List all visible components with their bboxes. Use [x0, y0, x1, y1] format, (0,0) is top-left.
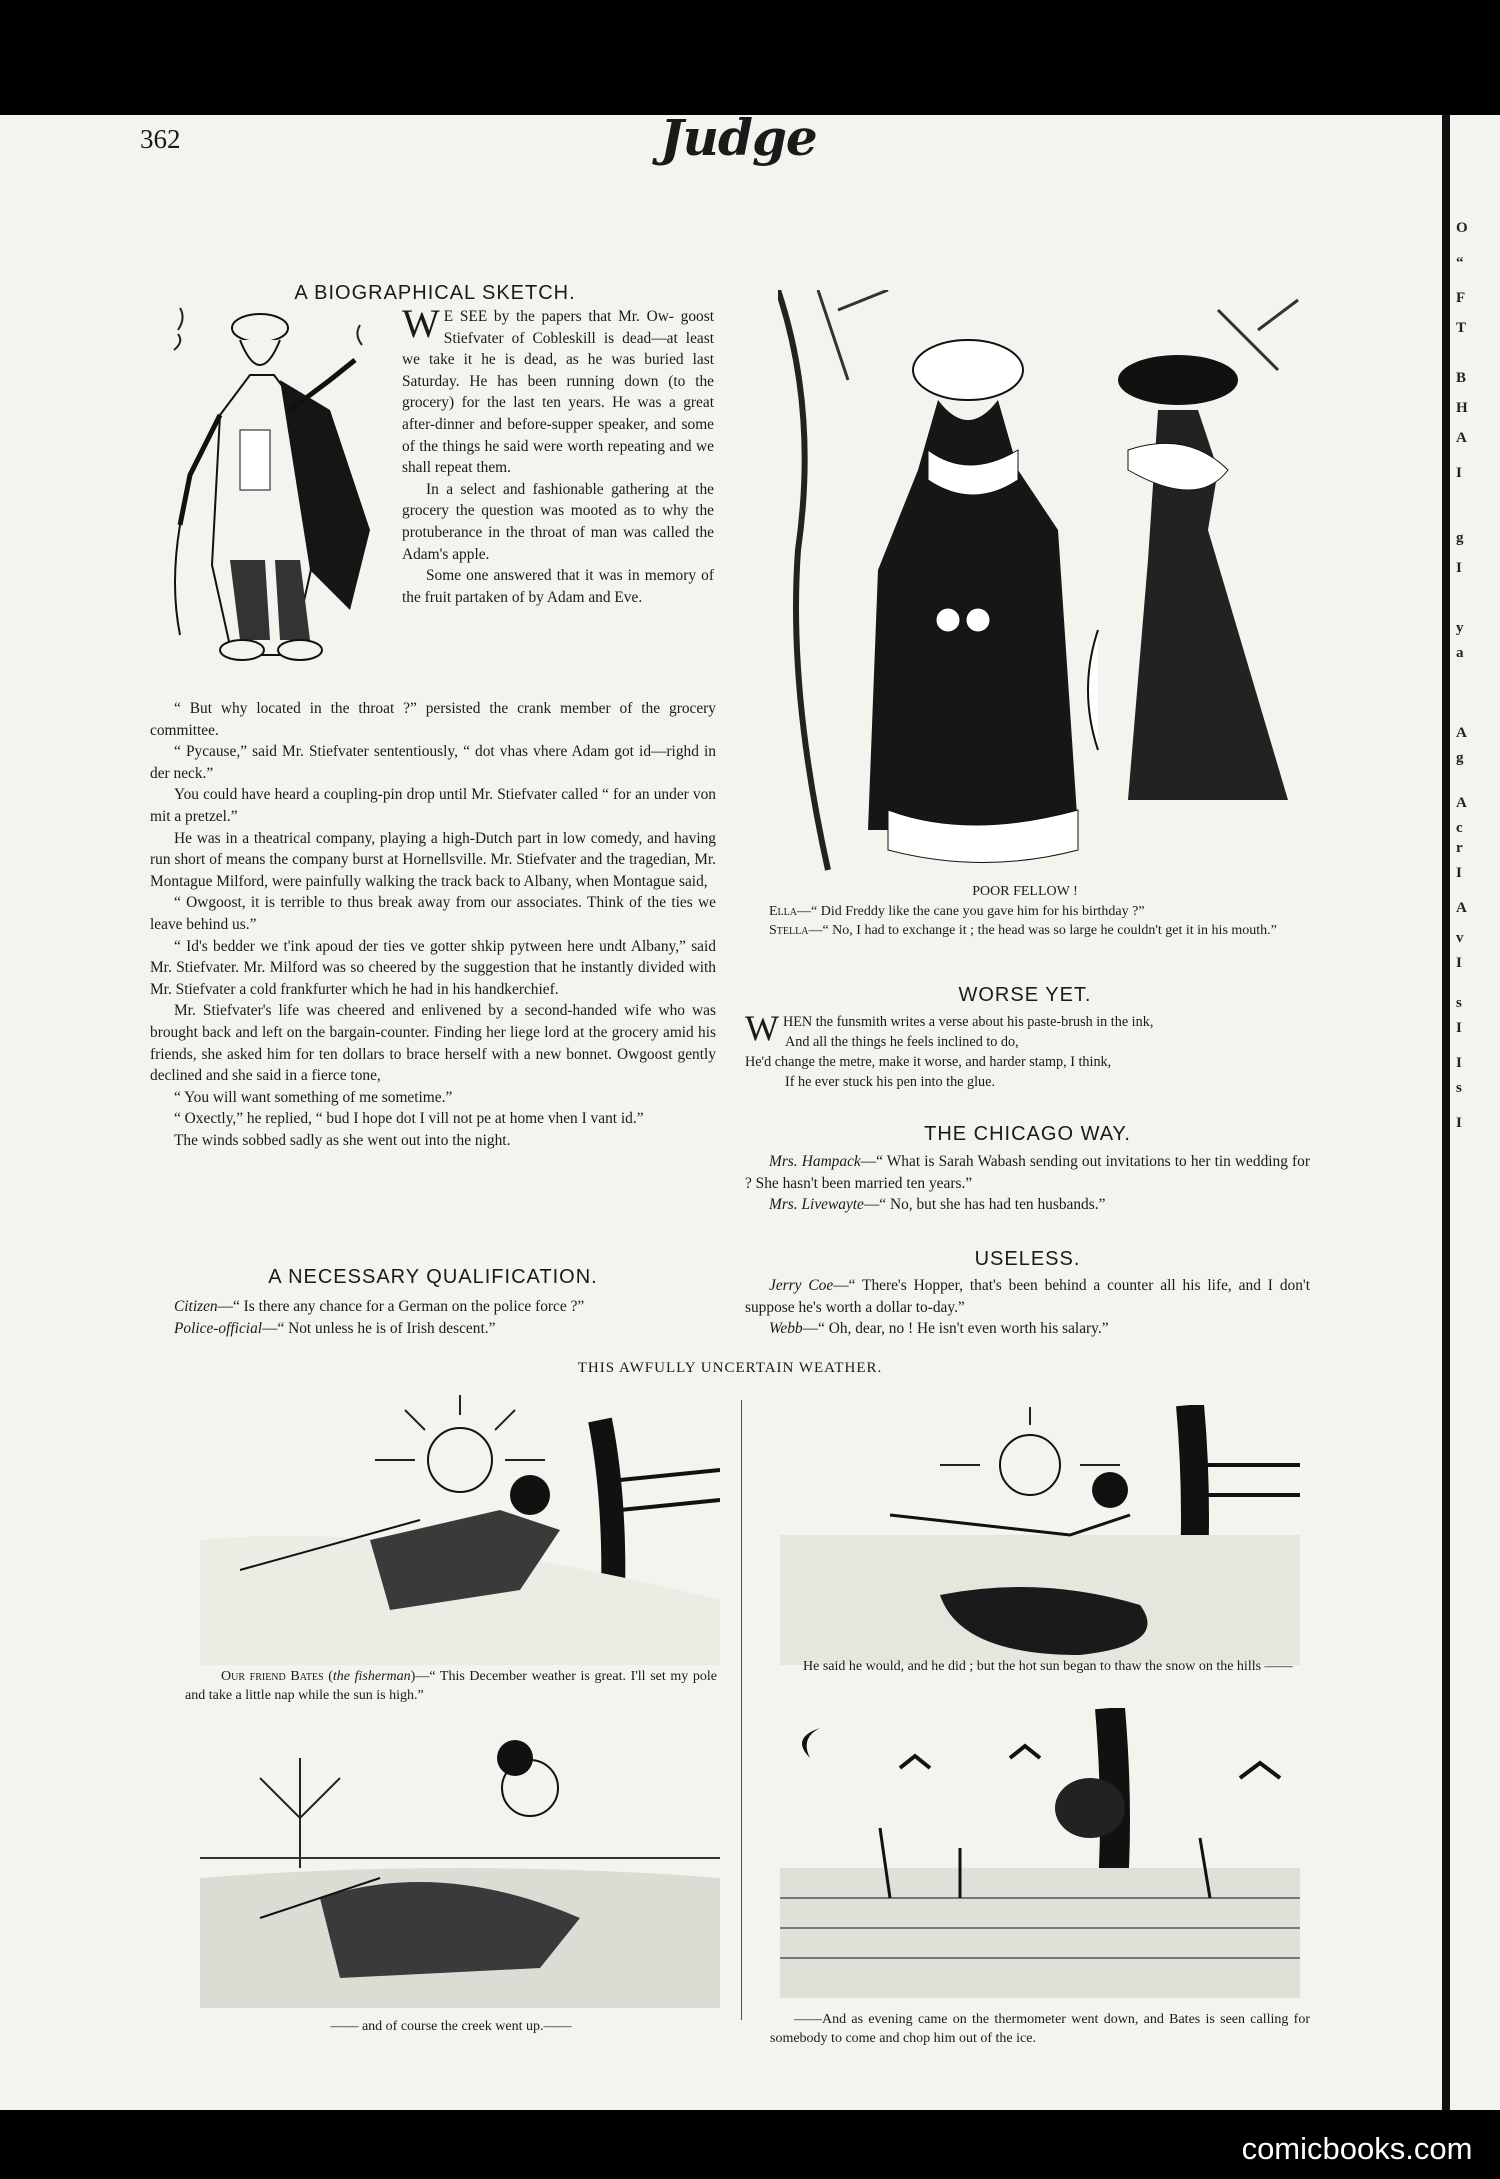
adjacent-page-letters [1490, 210, 1500, 1110]
worse-yet-drop-cap: W [745, 1008, 779, 1048]
chicago-speaker-2: Mrs. Livewayte [769, 1196, 864, 1214]
edge-letter: A [1456, 900, 1467, 916]
masthead-judge: Judge [660, 108, 817, 167]
poor-fellow-illustration [778, 290, 1300, 872]
bio-p3: Some one answered that it was in memory of the fruit partaken of by Adam and Eve. [402, 567, 714, 606]
edge-letter: F [1456, 290, 1466, 306]
bio-title: A BIOGRAPHICAL SKETCH. [294, 282, 576, 304]
edge-letter: T [1456, 320, 1467, 336]
edge-letter: s [1456, 995, 1462, 1011]
worse-yet-line-2: And all the things he feels inclined to do, [785, 1034, 1019, 1050]
page-number: 362 [140, 124, 181, 154]
edge-letter: a [1456, 645, 1464, 661]
poor-fellow-title: POOR FELLOW ! [972, 884, 1078, 899]
bio-p12: “ Oxectly,” he replied, “ bud I hope dot I vill not pe at home vhen I vant id.” [174, 1110, 644, 1128]
edge-letter: I [1456, 560, 1462, 576]
site-watermark: comicbooks.com [1214, 2119, 1500, 2179]
qualification-title: A NECESSARY QUALIFICATION. [268, 1266, 598, 1288]
bio-p4: “ But why located in the throat ?” persisted the crank member of the grocery committee. [150, 700, 716, 739]
weather-caption-3: —— and of course the creek went up.—— [330, 2019, 572, 2034]
bio-p10: Mr. Stiefvater's life was cheered and enlivened by a second-handed wife who was brought back and left on the bargain-counter. Finding her liege lord at the grocery amid his friends, she asked him for ten dollars to brace herself with a new bonnet. Owgoost gently declined and she said in a fierce tone, [150, 1002, 716, 1085]
edge-letter: I [1456, 955, 1462, 971]
poor-fellow-speaker-1: Ella [769, 904, 797, 919]
bio-text-full [150, 698, 716, 1151]
bio-p2: In a select and fashionable gathering at the grocery the question was mooted as to why the protuberance in the throat of man was called the Adam's apple. [402, 480, 714, 563]
edge-letter: A [1456, 430, 1467, 446]
edge-letter: A [1456, 725, 1467, 741]
edge-letter: I [1456, 865, 1462, 881]
edge-letter: I [1456, 465, 1462, 481]
worse-yet-title: WORSE YET. [958, 984, 1092, 1006]
edge-letter: B [1456, 370, 1467, 386]
weather-caption-4: ——And as evening came on the thermometer went down, and Bates is seen calling for somebody to come and chop him out of the ice. [770, 2012, 1310, 2046]
bio-p1: goost Stiefvater of Cobleskill is dead—at least we take it he is dead, as he was buried last Saturday. He has been running down (to the grocery) for the last ten years. He was a great after-dinner and before-supper speaker, and some of the things he said were worth repeating and we shall repeat them. [402, 308, 714, 477]
useless-speaker-1: Jerry Coe [769, 1277, 834, 1294]
edge-letter: s [1456, 1080, 1462, 1096]
bio-p9: “ Id's bedder we t'ink apoud der ties ve gotter shkip pytween here undt Albany,” said Mr. Stiefvater. Mr. Milford was so cheered by the suggestion that he instantly divided with Mr. Stiefvater a cold frankfurter which he had in his handkerchief. [150, 937, 716, 998]
poor-fellow-speaker-2: Stella [769, 923, 809, 938]
bio-p5: “ Pycause,” said Mr. Stiefvater sententiously, “ dot vhas vhere Adam got id—righd in der neck.” [150, 743, 716, 782]
weather-column-divider [741, 1400, 742, 2020]
edge-letter: I [1456, 1055, 1462, 1071]
useless-text [745, 1275, 1310, 1340]
weather-title: THIS AWFULLY UNCERTAIN WEATHER. [577, 1360, 883, 1376]
qualification-line-2: —“ Not unless he is of Irish descent.” [262, 1319, 496, 1337]
weather-caption-1-rest: )—“ This December weather is great. I'll set my pole and take a little nap while the sun is high.” [185, 1669, 717, 1703]
poor-fellow-caption [745, 902, 1307, 940]
bio-p7: He was in a theatrical company, playing a high-Dutch part in low comedy, and having run short of means the company burst at Hornellsville. Mr. Stiefvater and the tragedian, Mr. Montague Milford, were painfully walking the track back to Albany, when Montague said, [150, 829, 716, 890]
qualification-text [150, 1296, 716, 1339]
weather-caption-1-prefix: Our friend Bates ( [221, 1669, 333, 1684]
edge-letter: g [1456, 750, 1464, 766]
edge-letter: g [1456, 530, 1464, 546]
weather-panel-4-frozen-in-ice [780, 1708, 1300, 1998]
qualification-speaker-2: Police-official [174, 1319, 263, 1337]
useless-speaker-2: Webb [769, 1320, 803, 1338]
weather-panel-2-sun-thaw [780, 1405, 1300, 1665]
useless-title: USELESS. [974, 1248, 1081, 1270]
worse-yet-verse [745, 1008, 1310, 1092]
qualification-speaker-1: Citizen [174, 1298, 218, 1315]
bio-p11: “ You will want something of me sometime.” [174, 1088, 453, 1106]
edge-letter: O [1456, 220, 1468, 236]
poor-fellow-line-2: —“ No, I had to exchange it ; the head was so large he couldn't get it in his mouth.” [808, 923, 1277, 938]
edge-letter: I [1456, 1115, 1462, 1131]
bio-p13: The winds sobbed sadly as she went out into the night. [174, 1131, 511, 1149]
edge-letter: I [1456, 1020, 1462, 1036]
stiefvater-illustration [160, 300, 400, 675]
weather-caption-1 [185, 1667, 717, 1705]
edge-letter: r [1456, 840, 1463, 856]
poor-fellow-line-1: —“ Did Freddy like the cane you gave him for his birthday ?” [797, 904, 1145, 919]
edge-letter: “ [1456, 255, 1464, 271]
edge-letter: H [1456, 400, 1468, 416]
useless-line-1: —“ There's Hopper, that's been behind a counter all his life, and I don't suppose he's worth a dollar to-day.” [745, 1277, 1310, 1316]
useless-line-2: —“ Oh, dear, no ! He isn't even worth his salary.” [802, 1320, 1109, 1338]
weather-panel-1-fisherman-napping [200, 1390, 720, 1665]
chicago-line-1: —“ What is Sarah Wabash sending out invitations to her tin wedding for ? She hasn't been married ten years.” [745, 1153, 1310, 1192]
chicago-text [745, 1151, 1310, 1216]
weather-panel-3-creek-went-up [200, 1718, 720, 2008]
edge-letter: c [1456, 820, 1463, 836]
bio-p6: You could have heard a coupling-pin drop until Mr. Stiefvater called “ for an under von mit a pretzel.” [150, 786, 716, 825]
weather-caption-2: He said he would, and he did ; but the hot sun began to thaw the snow on the hills —— [803, 1659, 1293, 1674]
chicago-line-2: —“ No, but she has had ten husbands.” [863, 1196, 1106, 1214]
chicago-speaker-1: Mrs. Hampack [769, 1153, 861, 1170]
worse-yet-line-1: HEN the funsmith writes a verse about his paste-brush in the ink, [782, 1014, 1154, 1030]
worse-yet-line-4: If he ever stuck his pen into the glue. [785, 1074, 995, 1090]
bio-text-right [402, 301, 714, 608]
bio-drop-cap: W [402, 301, 440, 346]
edge-letter: y [1456, 620, 1464, 636]
bio-first-line: E SEE by the papers that Mr. Ow- [443, 308, 674, 325]
qualification-line-1: —“ Is there any chance for a German on the police force ?” [217, 1298, 585, 1315]
bio-p8: “ Owgoost, it is terrible to thus break away from our associates. Think of the ties we leave behind us.” [150, 894, 716, 933]
chicago-title: THE CHICAGO WAY. [924, 1123, 1131, 1145]
worse-yet-line-3: He'd change the metre, make it worse, and harder stamp, I think, [745, 1054, 1112, 1070]
weather-caption-1-role: the fisherman [332, 1669, 411, 1684]
edge-letter: A [1456, 795, 1467, 811]
edge-letter: v [1456, 930, 1464, 946]
